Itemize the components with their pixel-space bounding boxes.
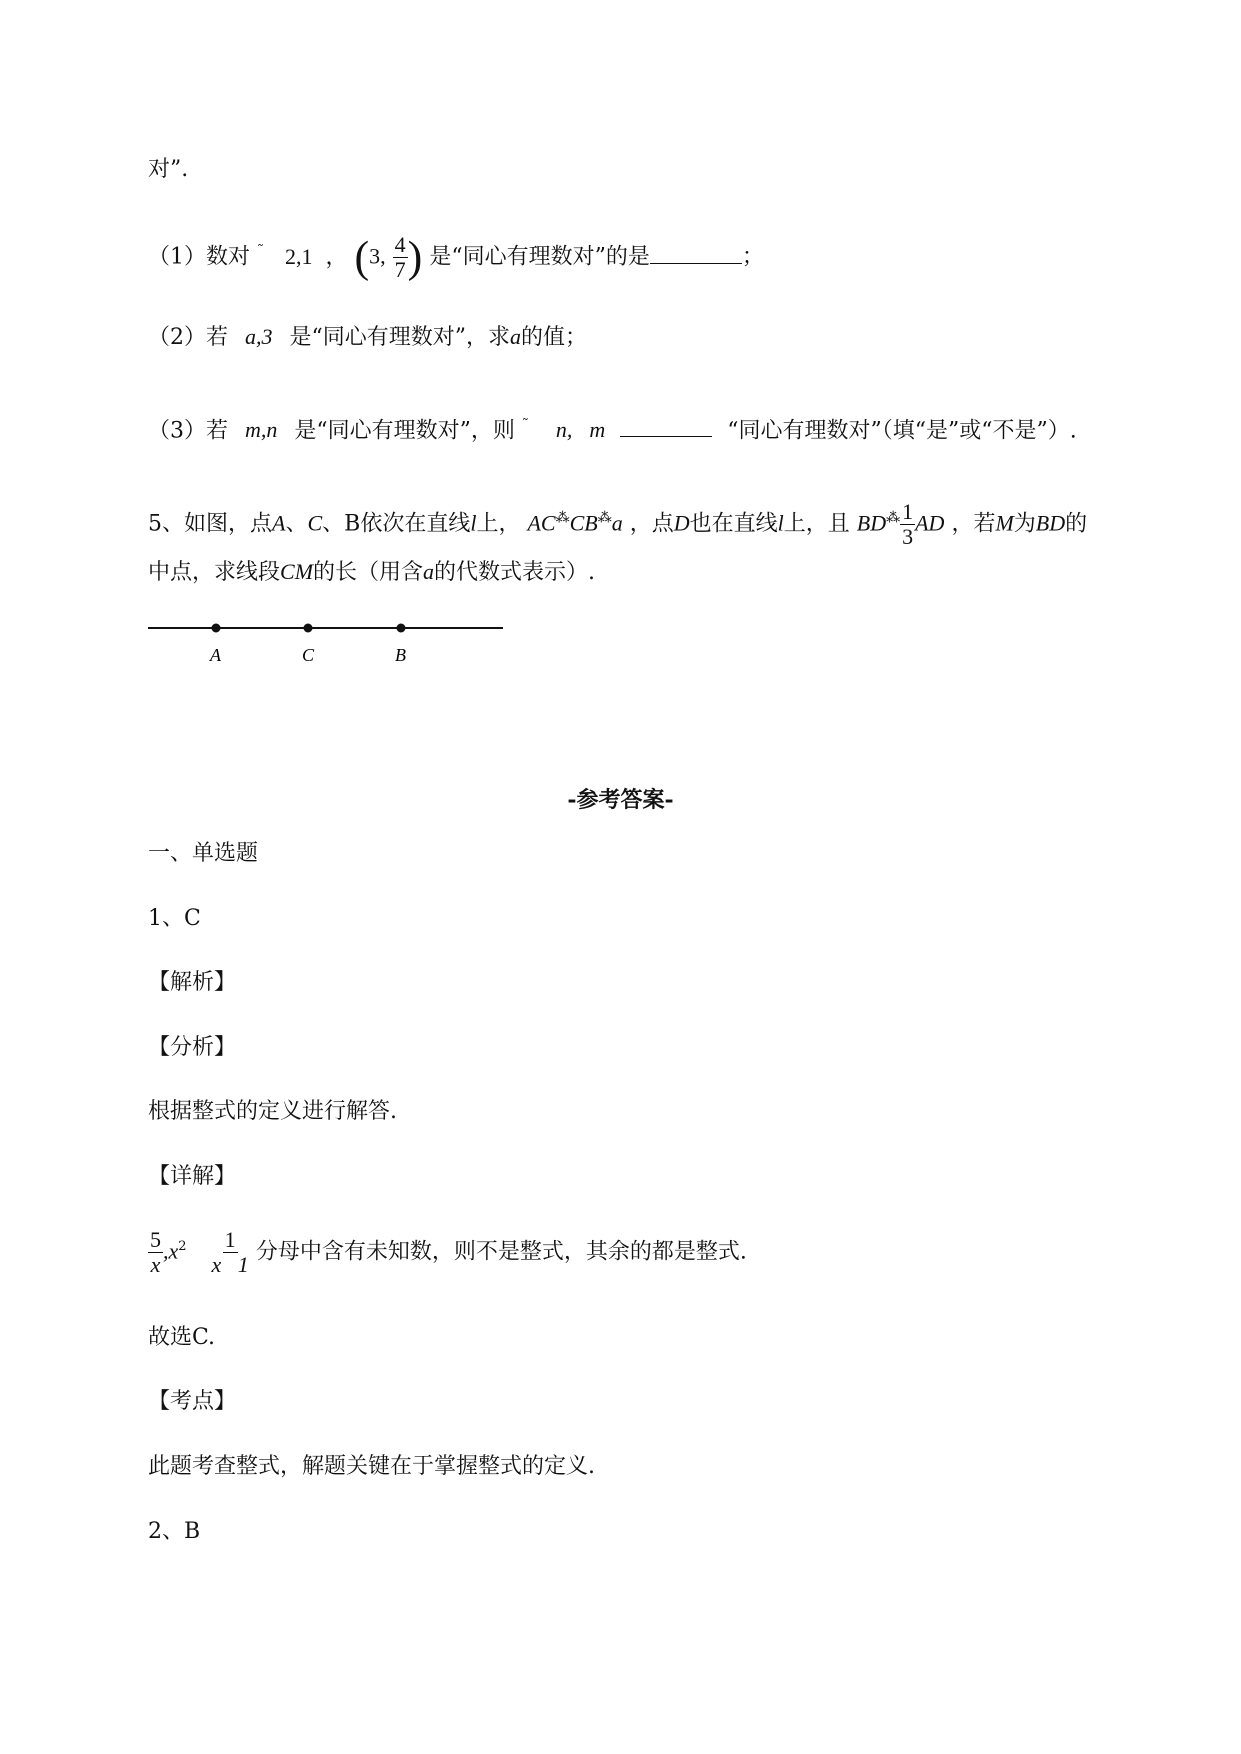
point-a xyxy=(212,624,221,633)
q4-part3: （3）若 m,n 是“同心有理数对”，则 ˜ n, m “同心有理数对”（填“是”或“不是”）. xyxy=(148,410,1077,446)
answer-blank-1[interactable] xyxy=(650,241,742,264)
q5-line1: 5、如图，点A、C、B依次在直线l上， AC⁂CB⁂a ，点D也在直线l上，且 BD⁂ $\frac{1}{3}$ AD ，若M为BD的 xyxy=(148,499,1088,549)
answer-blank-2[interactable] xyxy=(620,414,712,437)
section-heading: 一、单选题 xyxy=(148,841,259,866)
xiangjie-heading: 【详解】 xyxy=(148,1164,237,1189)
jiexi-heading: 【解析】 xyxy=(148,970,237,995)
q4-part1: （1）数对 ˜ 2,1 ， (3, $\frac{4}{7}$ ) 是“同心有理数对”的是 ； xyxy=(148,232,764,282)
answer-2: 2、B xyxy=(148,1519,201,1544)
q4-line0: 对”. xyxy=(148,157,189,182)
point-b xyxy=(397,624,406,633)
xiangjie-text: $\frac{5}{x}$ $,x^2$ $\frac{1}{x 1}$ 分母中含有未知数，则不是整式，其余的都是整式. xyxy=(150,1227,747,1277)
guxuan-text: 故选C. xyxy=(148,1325,216,1350)
answer-1: 1、C xyxy=(148,906,201,931)
fraction-4-7: $\frac{4}{7}$ xyxy=(394,232,406,282)
fraction-1-3: $\frac{1}{3}$ xyxy=(902,499,914,549)
label-a: A xyxy=(210,645,221,665)
line-diagram xyxy=(148,615,508,670)
label-b: B xyxy=(395,645,406,665)
fenxi-text: 根据整式的定义进行解答. xyxy=(148,1099,397,1124)
point-c xyxy=(304,624,313,633)
answers-title: -参考答案- xyxy=(567,787,674,813)
q5-line2: 中点，求线段CM的长（用含a的代数式表示）. xyxy=(148,559,596,585)
q4-part2: （2）若 a,3 是“同心有理数对”，求a的值； xyxy=(148,324,588,350)
kaodian-text: 此题考查整式，解题关键在于掌握整式的定义. xyxy=(148,1454,595,1479)
fraction-5-x: $\frac{5}{x}$ xyxy=(150,1227,161,1277)
label-c: C xyxy=(302,645,315,665)
kaodian-heading: 【考点】 xyxy=(148,1389,237,1414)
fraction-1-x-1: $\frac{1}{x 1}$ xyxy=(211,1227,249,1277)
fenxi-heading: 【分析】 xyxy=(148,1035,237,1060)
